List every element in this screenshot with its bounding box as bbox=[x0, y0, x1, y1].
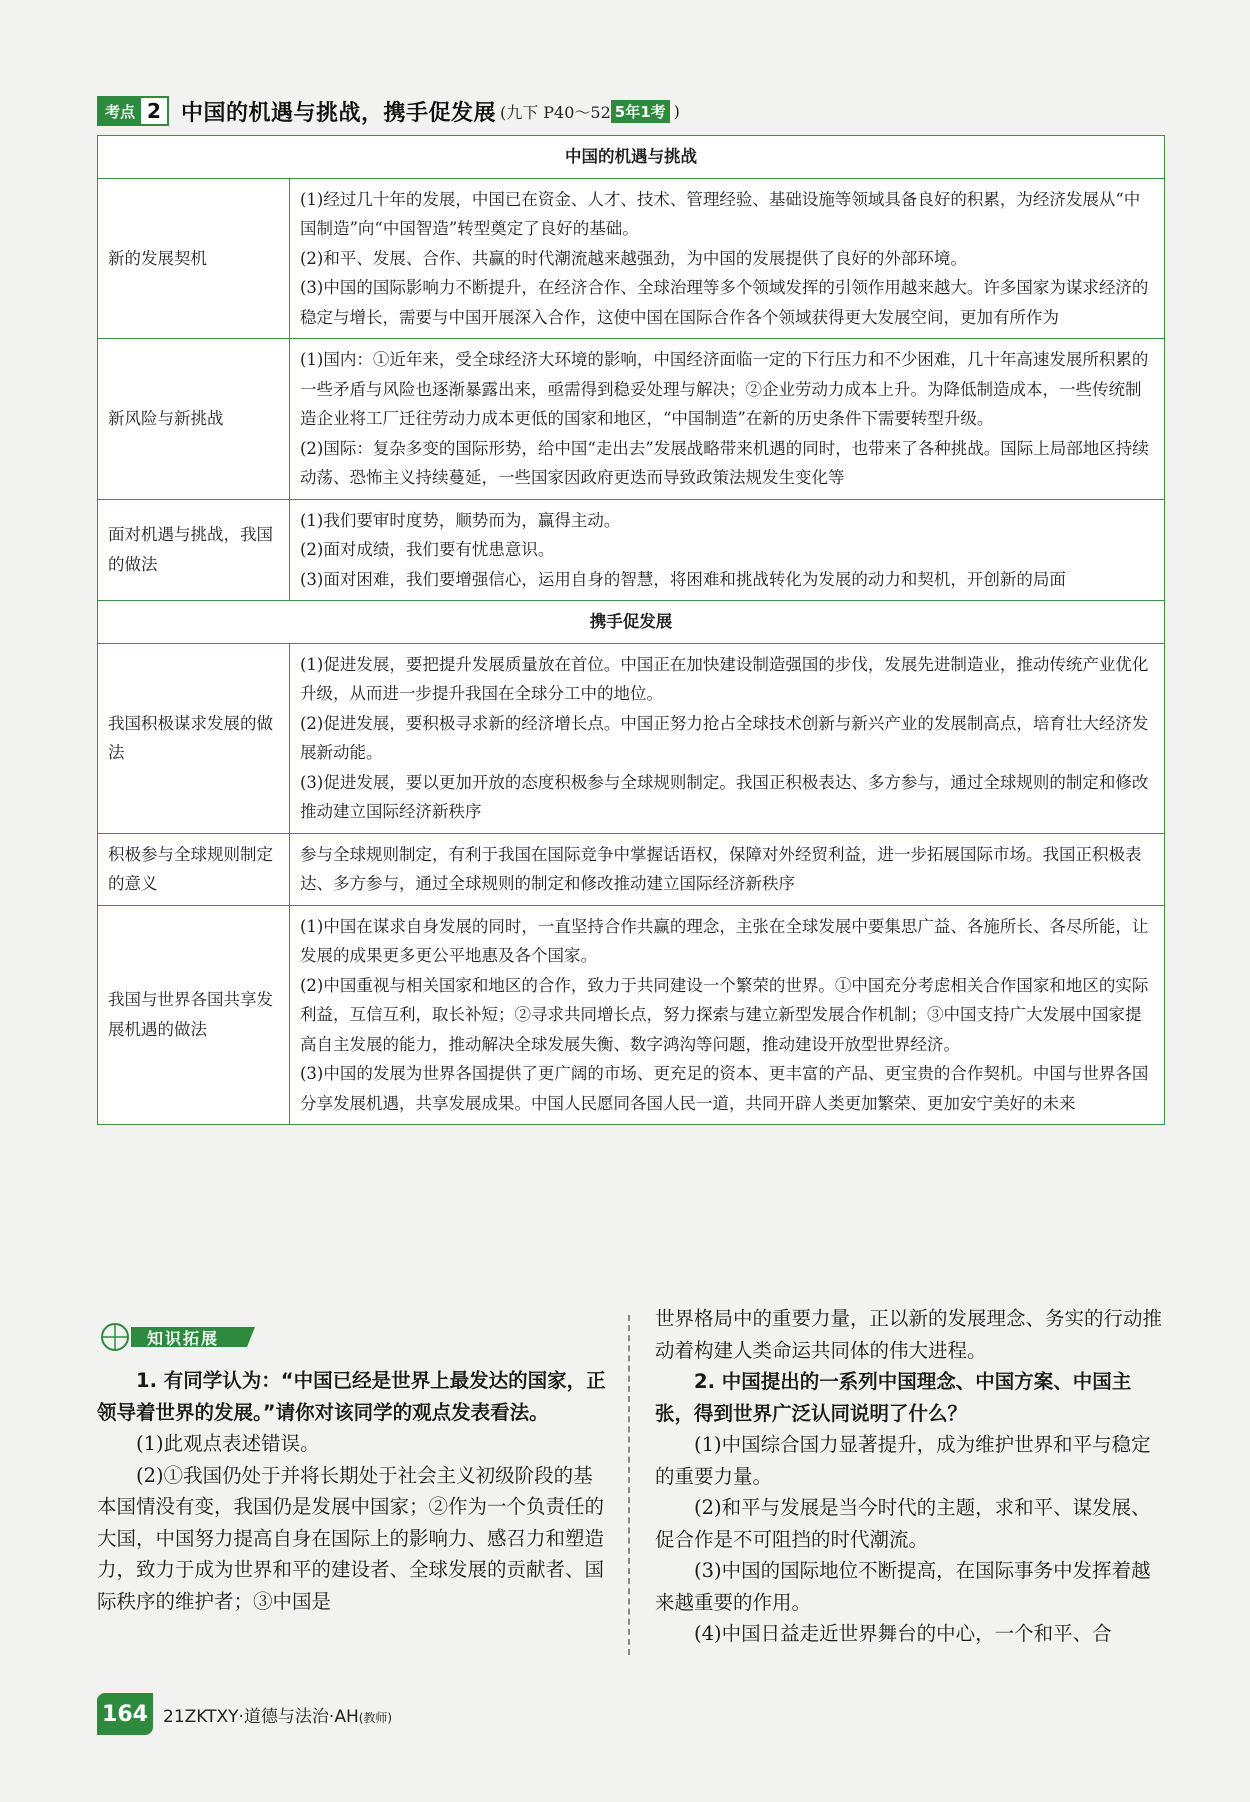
exam-frequency-tag: 5年1考 bbox=[611, 100, 670, 123]
content-item: (1)经过几十年的发展，中国已在资金、人才、技术、管理经验、基础设施等领域具备良好的积累，为经济发展从“中国制造”向“中国智造”转型奠定了良好的基础。 bbox=[300, 189, 1141, 238]
answer-2-part-2: (2)和平与发展是当今时代的主题，求和平、谋发展、促合作是不可阻挡的时代潮流。 bbox=[655, 1496, 1151, 1551]
extension-label: 知识拓展 bbox=[147, 1329, 220, 1348]
content-item: (1)促进发展，要把提升发展质量放在首位。中国正在加快建设制造强国的步伐，发展先进制造业，推动传统产业优化升级，从而进一步提升我国在全球分工中的地位。 bbox=[300, 654, 1149, 703]
content-item: (3)促进发展，要以更加开放的态度积极参与全球规则制定。我国正积极表达、多方参与，通过全球规则的制定和修改推动建立国际经济新秩序 bbox=[300, 772, 1149, 821]
content-item: (3)中国的发展为世界各国提供了更广阔的市场、更充足的资本、更丰富的产品、更宝贵的合作契机。中国与世界各国分享发展机遇，共享发展成果。中国人民愿同各国人民一道，共同开辟人类更加繁荣、更加安宁美好的未来 bbox=[300, 1064, 1149, 1113]
table-row bbox=[98, 339, 1165, 500]
extension-left-column bbox=[97, 1365, 610, 1617]
section-heading-development: 携手促发展 bbox=[98, 601, 1165, 644]
book-code bbox=[163, 1702, 392, 1727]
question-2: 2. 中国提出的一系列中国理念、中国方案、中国主张，得到世界广泛认同说明了什么？ bbox=[655, 1370, 1132, 1425]
section-header bbox=[97, 96, 757, 126]
row-content bbox=[290, 905, 1165, 1125]
table-row bbox=[98, 643, 1165, 833]
row-content bbox=[290, 643, 1165, 833]
textbook-source: (九下 P40～52 bbox=[499, 102, 611, 122]
topic-badge bbox=[97, 96, 169, 126]
row-label: 新的发展契机 bbox=[98, 178, 290, 339]
row-content bbox=[290, 339, 1165, 500]
content-item: (1)中国在谋求自身发展的同时，一直坚持合作共赢的理念，主张在全球发展中要集思广益、各施所长、各尽所能，让发展的成果更多更公平地惠及各个国家。 bbox=[300, 916, 1149, 965]
question-1: 1. 有同学认为：“中国已经是世界上最发达的国家，正领导着世界的发展。”请你对该同学的观点发表看法。 bbox=[97, 1369, 606, 1424]
content-item: (3)面对困难，我们要增强信心，运用自身的智慧，将困难和挑战转化为发展的动力和契机，开创新的局面 bbox=[300, 569, 1066, 589]
row-label: 新风险与新挑战 bbox=[98, 339, 290, 500]
edition-label: (教师) bbox=[358, 1710, 393, 1725]
content-item: 参与全球规则制定，有利于我国在国际竞争中掌握话语权，保障对外经贸利益，进一步拓展国际市场。我国正积极表达、多方参与，通过全球规则的制定和修改推动建立国际经济新秩序 bbox=[300, 844, 1142, 893]
content-item: (2)促进发展，要积极寻求新的经济增长点。中国正努力抢占全球技术创新与新兴产业的发展制高点，培育壮大经济发展新动能。 bbox=[300, 713, 1149, 762]
content-item: (3)中国的国际影响力不断提升，在经济合作、全球治理等多个领域发挥的引领作用越来越大。许多国家为谋求经济的稳定与增长，需要与中国开展深入合作，这使中国在国际合作各个领域获得更大发展空间，更加有所作为 bbox=[300, 278, 1149, 327]
page-footer bbox=[97, 1693, 392, 1735]
answer-2-part-1: (1)中国综合国力显著提升，成为维护世界和平与稳定的重要力量。 bbox=[655, 1433, 1151, 1488]
knowledge-extension-banner bbox=[97, 1322, 262, 1352]
close-paren: ) bbox=[673, 101, 680, 121]
row-label: 面对机遇与挑战，我国的做法 bbox=[98, 499, 290, 601]
row-content bbox=[290, 499, 1165, 601]
content-item: (2)中国重视与相关国家和地区的合作，致力于共同建设一个繁荣的世界。①中国充分考虑相关合作国家和地区的实际利益，互信互利，取长补短；②寻求共同增长点，努力探索与建立新型发展合作机制；③中国支持广大发展中国家提高自主发展的能力，推动解决全球发展失衡、数字鸿沟等问题，推动建设开放型世界经济。 bbox=[300, 975, 1149, 1054]
table-row bbox=[98, 499, 1165, 601]
column-divider bbox=[628, 1315, 630, 1655]
row-label: 我国积极谋求发展的做法 bbox=[98, 643, 290, 833]
answer-1-part-1: (1)此观点表述错误。 bbox=[136, 1432, 320, 1455]
row-label: 我国与世界各国共享发展机遇的做法 bbox=[98, 905, 290, 1125]
content-item: (1)我们要审时度势，顺势而为，赢得主动。 bbox=[300, 510, 621, 530]
answer-2-part-4: (4)中国日益走近世界舞台的中心，一个和平、合 bbox=[694, 1622, 1112, 1645]
table-row bbox=[98, 905, 1165, 1125]
knowledge-table bbox=[97, 135, 1165, 1125]
section-title: 中国的机遇与挑战，携手促发展 bbox=[180, 100, 496, 126]
answer-1-part-2: (2)①我国仍处于并将长期处于社会主义初级阶段的基本国情没有变，我国仍是发展中国家；②作为一个负责任的大国，中国努力提高自身在国际上的影响力、感召力和塑造力，致力于成为世界和平的建设者、全球发展的贡献者、国际秩序的维护者；③中国是 bbox=[97, 1463, 605, 1613]
section-heading-opportunities-row bbox=[98, 136, 1165, 179]
badge-number: 2 bbox=[147, 99, 161, 123]
row-label: 积极参与全球规则制定的意义 bbox=[98, 833, 290, 905]
content-item: (2)面对成绩，我们要有忧患意识。 bbox=[300, 540, 555, 559]
table-row bbox=[98, 833, 1165, 905]
row-content bbox=[290, 833, 1165, 905]
content-item: (2)和平、发展、合作、共赢的时代潮流越来越强劲，为中国的发展提供了良好的外部环境。 bbox=[300, 248, 967, 268]
answer-2-part-3: (3)中国的国际地位不断提高，在国际事务中发挥着越来越重要的作用。 bbox=[655, 1559, 1151, 1614]
answer-1-continuation: 世界格局中的重要力量，正以新的发展理念、务实的行动推动着构建人类命运共同体的伟大进程。 bbox=[655, 1307, 1163, 1362]
table-row bbox=[98, 178, 1165, 339]
row-content bbox=[290, 178, 1165, 339]
content-item: (2)国际：复杂多变的国际形势，给中国“走出去”发展战略带来机遇的同时，也带来了各种挑战。国际上局部地区持续动荡、恐怖主义持续蔓延，一些国家因政府更迭而导致政策法规发生变化等 bbox=[300, 438, 1149, 487]
extension-right-column bbox=[655, 1303, 1167, 1650]
book-title: 21ZKTXY·道德与法治·AH bbox=[163, 1706, 359, 1727]
content-item: (1)国内：①近年来，受全球经济大环境的影响，中国经济面临一定的下行压力和不少困难，几十年高速发展所积累的一些矛盾与风险也逐渐暴露出来，亟需得到稳妥处理与解决；②企业劳动力成本上升。为降低制造成本，一些传统制造企业将工厂迁往劳动力成本更低的国家和地区，“中国制造”在新的历史条件下需要转型升级。 bbox=[300, 350, 1149, 428]
badge-label: 考点 bbox=[99, 98, 141, 124]
section-heading-development-row bbox=[98, 601, 1165, 644]
section-heading-opportunities: 中国的机遇与挑战 bbox=[98, 136, 1165, 179]
page-number: 164 bbox=[97, 1693, 153, 1735]
